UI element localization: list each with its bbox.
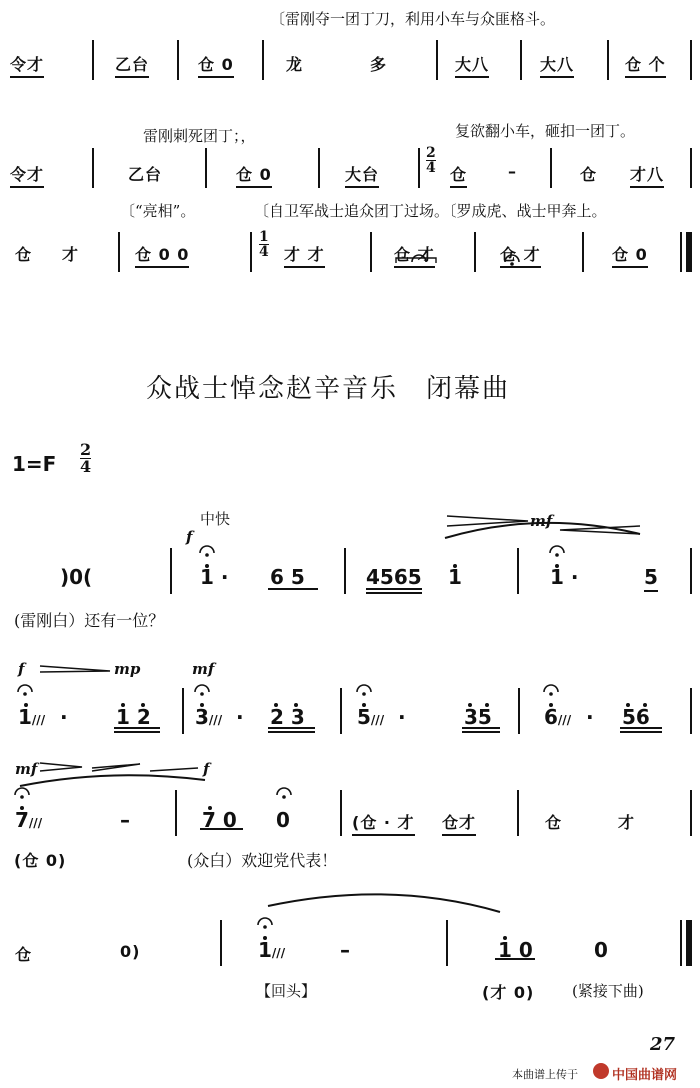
stage-direction-3b: 〔自卫军战士追众团丁过场。〔罗成虎、战士甲奔上。 [254,202,607,220]
note: 5/// [357,705,385,729]
barline [446,920,448,966]
barline [262,40,264,80]
beat: 大八 [540,52,574,78]
barline [690,40,692,80]
beat: 才 [62,245,80,264]
barline [205,148,207,188]
barline [517,548,519,594]
beat: (仓 · 才 [352,810,415,836]
spoken-line: (雷刚白）还有一位？ [14,611,165,630]
note: – [120,808,130,832]
barline [517,790,519,836]
site-logo-icon [593,1063,609,1079]
beat: 才八 [630,162,664,188]
note: 5 [644,565,658,592]
beat: 仓 0 0 [135,242,189,268]
beat: 仓 [580,165,598,184]
note: 56 [622,705,650,729]
beat: 仓 才 [500,242,541,268]
barline [518,688,520,734]
spoken-line: (众白）欢迎党代表！ [187,851,338,870]
barline [680,232,682,272]
barline [182,688,184,734]
key-time-signature: $\frac{2}{4}$ [80,440,92,476]
barline [690,688,692,734]
beat: 令才 [10,52,44,78]
final-barline [686,232,692,272]
percussion-line: (仓 0) [14,851,67,870]
beat: 大八 [455,52,489,78]
stage-direction-2b: 复欲翻小车，砸扣一团丁。 [455,122,636,140]
beat: 仓 0 [198,52,234,78]
dynamic-mf: mf [15,760,38,778]
beat: 龙 [286,55,304,74]
barline [520,40,522,80]
barline [220,920,222,966]
beat: 仓 0 [236,162,272,188]
note: · [586,705,594,729]
time-signature: $\frac{2}{4}$ [426,145,436,176]
beat: 多 [370,55,388,74]
barline [607,40,609,80]
dynamic-f: f [203,760,210,778]
barline [418,148,420,188]
note: 2 3 [270,705,305,729]
beat: 0) [120,942,141,961]
barline [340,790,342,836]
section-title: 众战士悼念赵辛音乐 闭幕曲 [146,374,511,404]
barline [250,232,252,272]
beat: 仓 才 [394,242,435,268]
beat: 仓才 [442,810,476,836]
barline [92,40,94,80]
note: 0 [276,808,290,832]
barline [680,920,682,966]
percussion-line: (才 0) [482,983,535,1002]
barline [550,148,552,188]
barline [436,40,438,80]
dynamic-mp: mp [114,660,141,678]
barline [340,688,342,734]
watermark-text: 本曲谱上传于 [512,1068,578,1081]
barline [370,232,372,272]
note: 7 0 [202,808,237,832]
beat: 仓 [15,245,33,264]
note: 1 · [550,565,579,589]
beat: 仓 0 [612,242,648,268]
cue-label: 【回头】 [256,982,317,1000]
beat: 仓 [450,162,467,188]
tempo-marking: 中快 [200,510,231,528]
stage-direction-1: 〔雷刚夺一团丁刀，利用小车与众匪格斗。 [270,10,556,28]
note: 4565 [366,565,422,589]
barline [690,790,692,836]
beat: 仓 [15,945,33,964]
page-number: 27 [650,1034,676,1055]
barline [474,232,476,272]
site-name[interactable]: 中国曲谱网 [612,1068,678,1083]
barline [170,548,172,594]
note: · [398,705,406,729]
note: · [236,705,244,729]
beat: 才 才 [284,242,325,268]
pickup: )0( [60,565,93,589]
beat: 才 [618,813,636,832]
note: 1 · [200,565,229,589]
dynamic-mf: mf [530,512,553,530]
cue-label: (紧接下曲) [572,982,644,1000]
note: 35 [464,705,492,729]
note: 1 [448,565,462,589]
barline [177,40,179,80]
barline [318,148,320,188]
note: 0 [594,938,608,962]
stage-direction-3a: 〔“亮相”。 [120,202,196,220]
beat: 乙台 [115,52,149,78]
dynamic-mf: mf [192,660,215,678]
barline [582,232,584,272]
barline [118,232,120,272]
note: 1 0 [498,938,533,962]
time-signature: $\frac{1}{4}$ [259,229,269,260]
beat: – [508,162,517,181]
barline [92,148,94,188]
key-signature: 1=F [12,452,57,476]
final-barline [686,920,692,966]
stage-direction-2a: 雷刚刺死团丁；， [143,127,256,145]
note: 7/// [15,808,43,832]
beat: 大台 [345,162,379,188]
dynamic-f: f [186,528,193,546]
note: 1 2 [116,705,151,729]
barline [344,548,346,594]
note: 6 5 [270,565,305,589]
beat: 令才 [10,162,44,188]
beat: 仓 [545,813,563,832]
note: 1/// [258,938,286,962]
note: 6/// [544,705,572,729]
barline [690,148,692,188]
note: 1/// [18,705,46,729]
barline [690,548,692,594]
note: · [60,705,68,729]
beat: 仓 个 [625,52,666,78]
barline [175,790,177,836]
beat: 乙台 [128,165,163,184]
note: 3/// [195,705,223,729]
dynamic-f: f [18,660,25,678]
note: – [340,938,350,962]
